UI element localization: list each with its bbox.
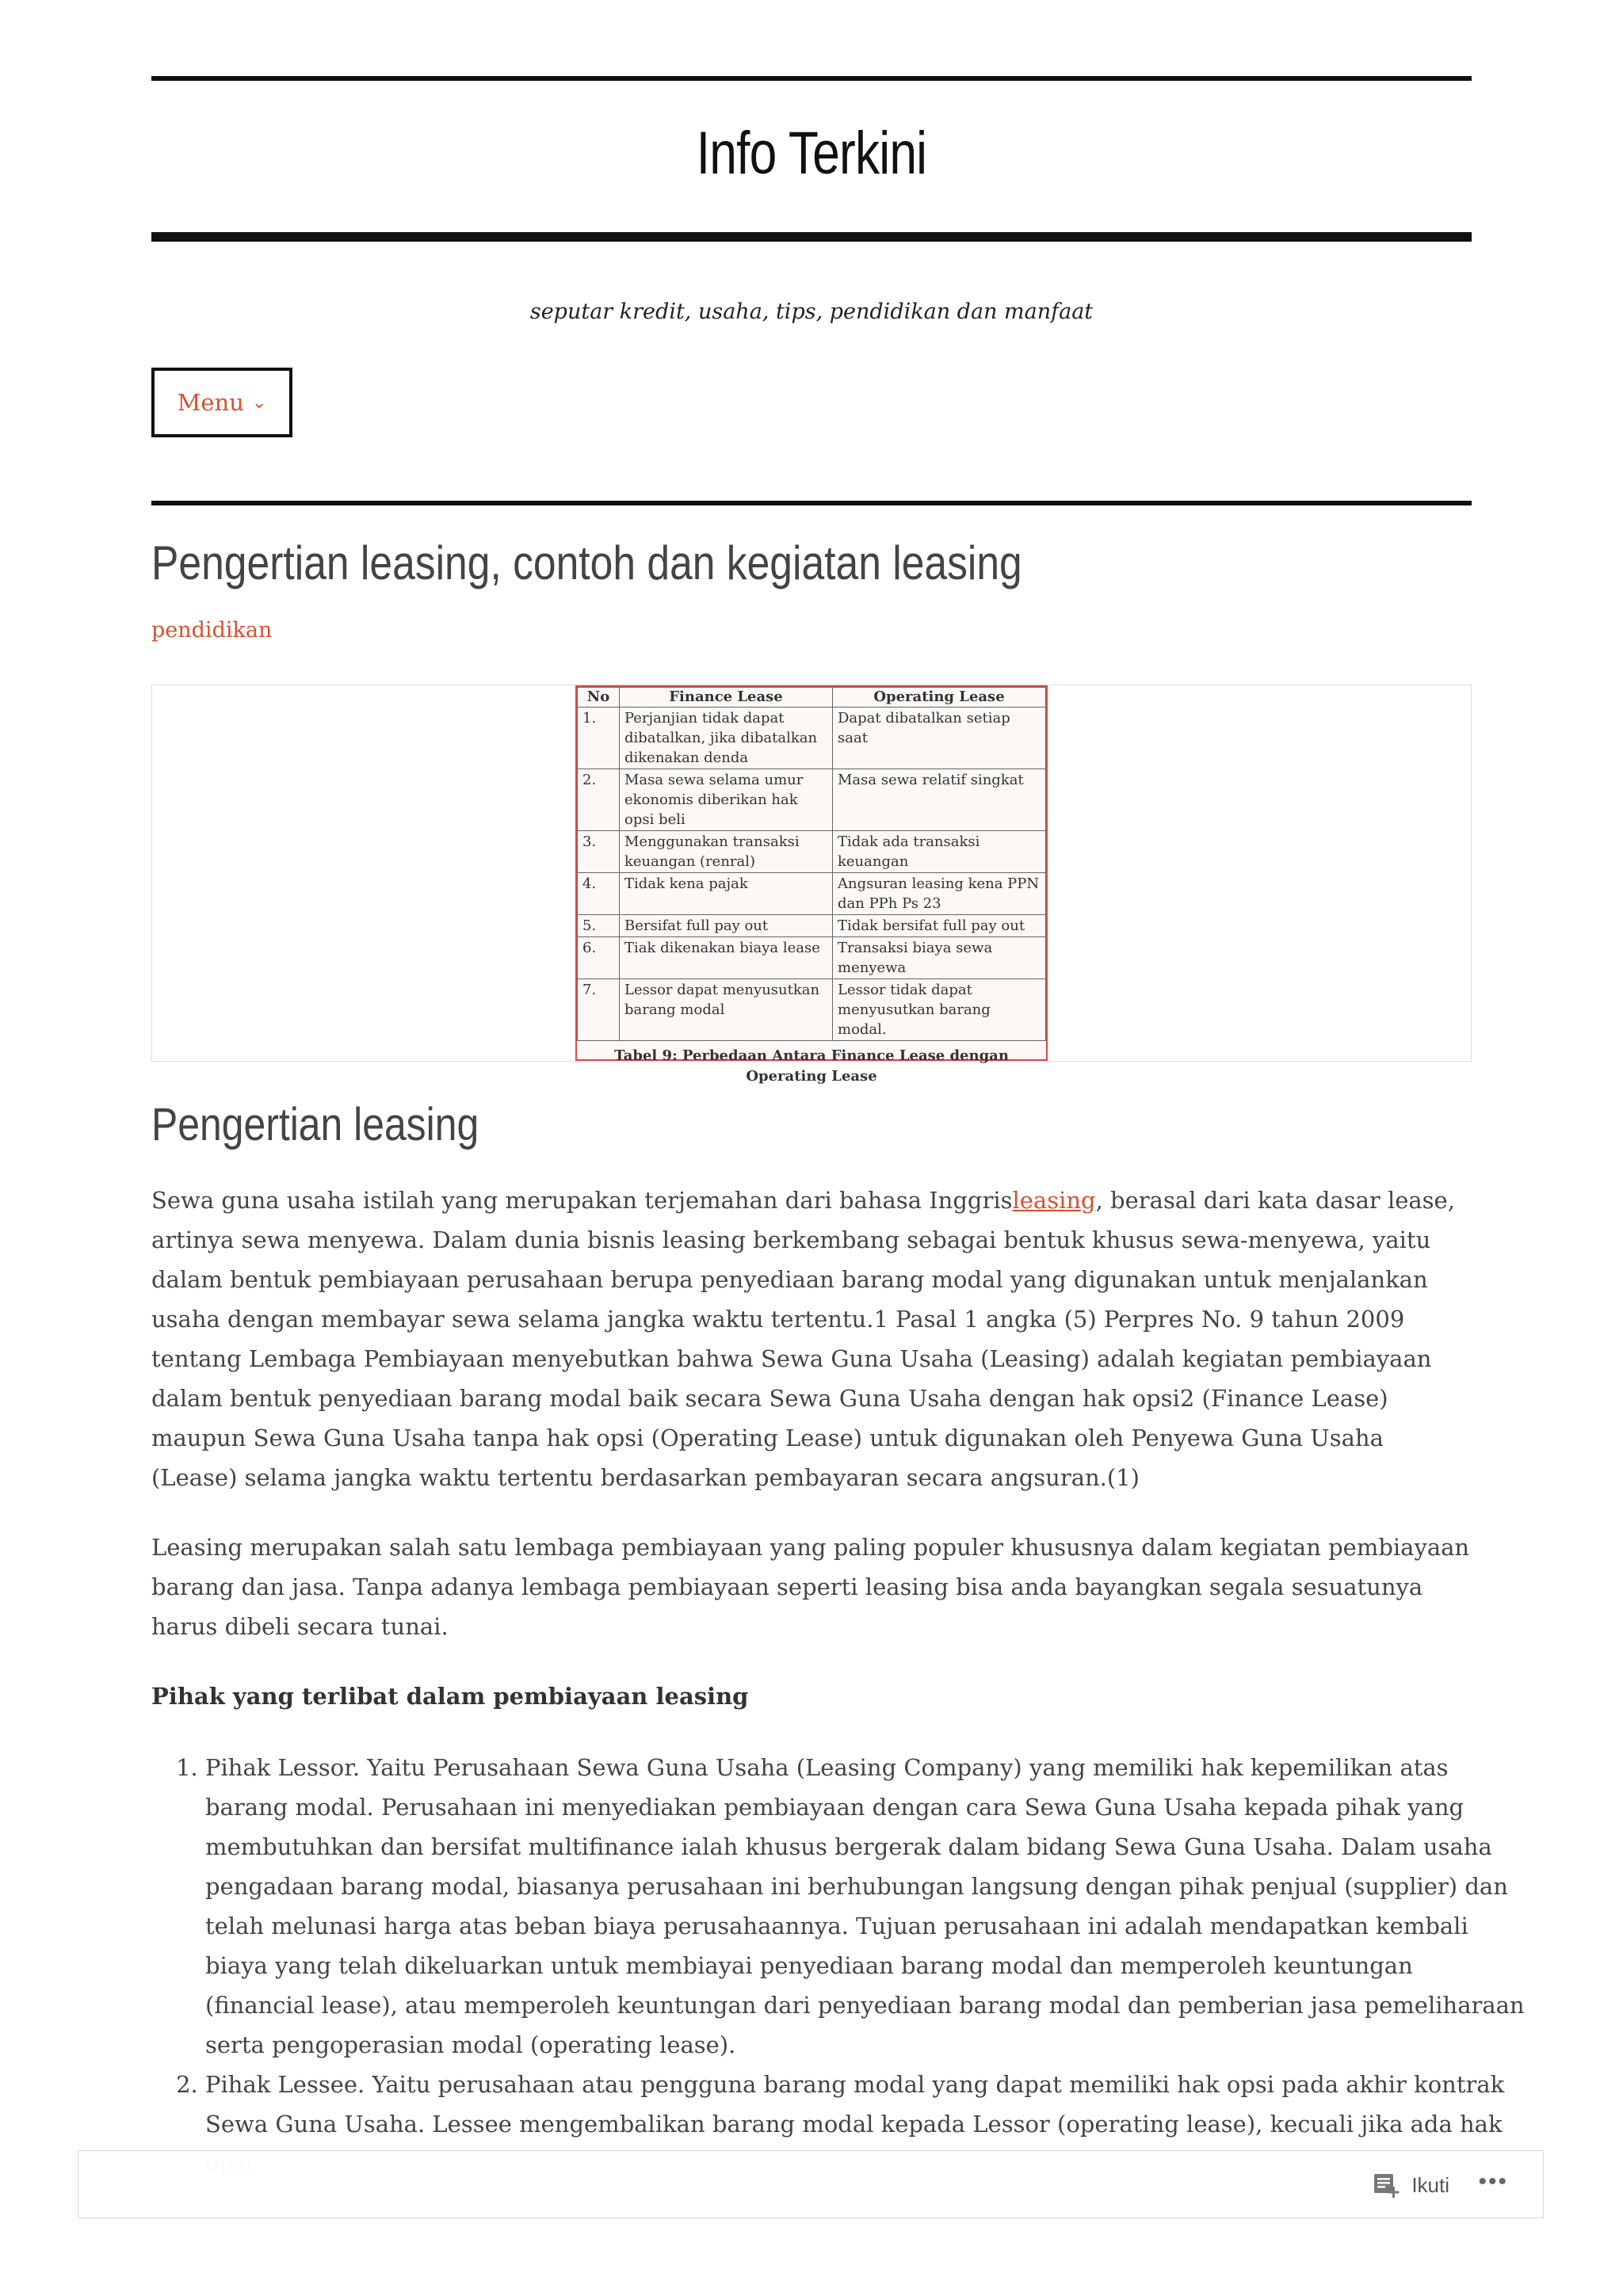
table-row (578, 707, 1046, 769)
list-item: 2. Pihak Lessee. Yaitu perusahaan atau pengguna barang modal yang dapat memiliki hak opsi pada akhir kontrak Sewa Guna Usaha. Lessee mengembalikan barang modal kepada Lessor (operating lease), kecuali jika ada hak (205, 2065, 1526, 2183)
table-caption: Tabel 9: Perbedaan Antara Finance Lease dengan Operating Lease (614, 1047, 1009, 1085)
table-cell-finance: Perjanjian tidak dapat dibatalkan, jika dibatalkan dikenakan denda (620, 707, 833, 769)
table-row (578, 769, 1046, 831)
follow-reader-icon (1372, 2169, 1403, 2201)
paragraph-2: Leasing merupakan salah satu lembaga pembiayaan yang paling populer khususnya dalam kegiatan pembiayaan barang dan jasa. Tanpa adanya lembaga pembiayaan seperti leasing bisa anda bayangkan segala sesuatunya harus dibeli secara tunai. (151, 1534, 1470, 1640)
table-row (578, 873, 1046, 915)
chevron-down-icon: ⌄ (251, 392, 267, 413)
more-options-button[interactable]: ••• (1478, 2168, 1508, 2195)
table-cell-operating: Lessor tidak dapat menyusutkan barang modal. (833, 979, 1046, 1041)
menu-label: Menu (177, 389, 244, 416)
table-cell-no: 3. (578, 831, 620, 873)
table-cell-no: 2. (578, 769, 620, 831)
table-cell-no: 1. (578, 707, 620, 769)
table-cell-no: 6. (578, 937, 620, 979)
table-header-operating: Operating Lease (833, 688, 1046, 707)
content-top-rule (151, 501, 1472, 505)
category-link[interactable]: pendidikan (151, 618, 273, 643)
menu-button[interactable] (151, 368, 292, 437)
table-cell-operating: Angsuran leasing kena PPN dan PPh Ps 23 (833, 873, 1046, 915)
header-top-rule (151, 76, 1472, 81)
paragraph-1 (151, 1180, 1472, 1497)
follow-bar (78, 2150, 1544, 2218)
table-cell-operating: Tidak ada transaksi keuangan (833, 831, 1046, 873)
table-header-no: No (578, 688, 620, 707)
table-header-finance: Finance Lease (620, 688, 833, 707)
table-cell-operating: Masa sewa relatif singkat (833, 769, 1046, 831)
table-cell-operating: Dapat dibatalkan setiap saat (833, 707, 1046, 769)
table-row (578, 915, 1046, 937)
paragraph-1-end: , berasal dari kata dasar lease, artinya sewa menyewa. Dalam dunia bisnis leasing berkembang sebagai bentuk khusus sewa-menyewa, yaitu dalam bentuk pembiayaan perusahaan berupa penyediaan barang modal yang digunakan untuk menjalankan usaha dengan membayar sewa selama jangka waktu tertentu.1 Pasal 1 angka (5) Perpres No. 9 tahun 2009 tentang Lembaga Pembiayaan menyebutkan bahwa Sewa Guna Usaha (Leasing) adalah kegiatan pembiayaan dalam bentuk penyediaan barang modal baik secara Sewa Guna Usaha dengan hak opsi2 (Finance Lease) maupun Sewa Guna Usaha tanpa hak opsi (Operating Lease) untuk digunakan oleh Penyewa Guna Usaha (Lease) selama jangka waktu tertentu berdasarkan pembayaran secara angsuran.(1) (151, 1187, 1455, 1491)
header-bottom-rule (151, 232, 1472, 242)
table-cell-operating: Tidak bersifat full pay out (833, 915, 1046, 937)
site-title[interactable]: Info Terkini (696, 120, 927, 187)
table-cell-finance: Bersifat full pay out (620, 915, 833, 937)
table-cell-no: 5. (578, 915, 620, 937)
follow-label: Ikuti (1411, 2172, 1449, 2197)
table-cell-operating: Transaksi biaya sewa menyewa (833, 937, 1046, 979)
table-row (578, 937, 1046, 979)
table-cell-finance: Tiak dikenakan biaya lease (620, 937, 833, 979)
leasing-link[interactable]: leasing (1012, 1187, 1096, 1214)
parties-list (151, 1748, 1526, 2183)
comparison-table (577, 687, 1046, 1041)
table-cell-finance: Lessor dapat menyusutkan barang modal (620, 979, 833, 1041)
table-cell-no: 7. (578, 979, 620, 1041)
featured-image-container (151, 685, 1472, 1085)
follow-button[interactable] (1372, 2168, 1449, 2202)
table-cell-finance: Tidak kena pajak (620, 873, 833, 915)
table-cell-no: 4. (578, 873, 620, 915)
table-row (578, 831, 1046, 873)
table-row (578, 979, 1046, 1041)
table-header-row (578, 688, 1046, 707)
table-cell-finance: Menggunakan transaksi keuangan (renral) (620, 831, 833, 873)
featured-image[interactable] (575, 685, 1048, 1085)
table-cell-finance: Masa sewa selama umur ekonomis diberikan hak opsi beli (620, 769, 833, 831)
list-item: 1. Pihak Lessor. Yaitu Perusahaan Sewa Guna Usaha (Leasing Company) yang memiliki hak kepemilikan atas barang modal. Perusahaan ini menyediakan pembiayaan dengan cara Sewa Guna Usaha kepada pihak yang membutuhkan dan bersifat multifinance ialah khusus bergerak dalam bidang Sewa Guna Usaha. Dalam usaha pengadaan barang modal, biasanya perusahaan ini berhubungan langsung dengan pihak penjual (supplier) dan telah melunasi harga atas beban biaya perusahaannya. Tujuan perusahaan ini adalah mendapatkan kembali biaya yang telah dikeluarkan untuk membiayai penyediaan barang modal dan memperoleh keuntungan (financial lease), atau memperoleh keuntungan dari penyediaan barang modal dan pemberian jasa pemeliharaan serta pengoperasian modal (operating lease). (205, 1748, 1526, 2065)
subheading-parties: Pihak yang terlibat dalam pembiayaan leasing (151, 1683, 749, 1710)
section-heading: Pengertian leasing (151, 1099, 479, 1150)
site-tagline: seputar kredit, usaha, tips, pendidikan dan manfaat (529, 299, 1094, 324)
paragraph-1-start: Sewa guna usaha istilah yang merupakan terjemahan dari bahasa Inggris (151, 1187, 1013, 1214)
post-title: Pengertian leasing, contoh dan kegiatan leasing (151, 536, 1022, 589)
